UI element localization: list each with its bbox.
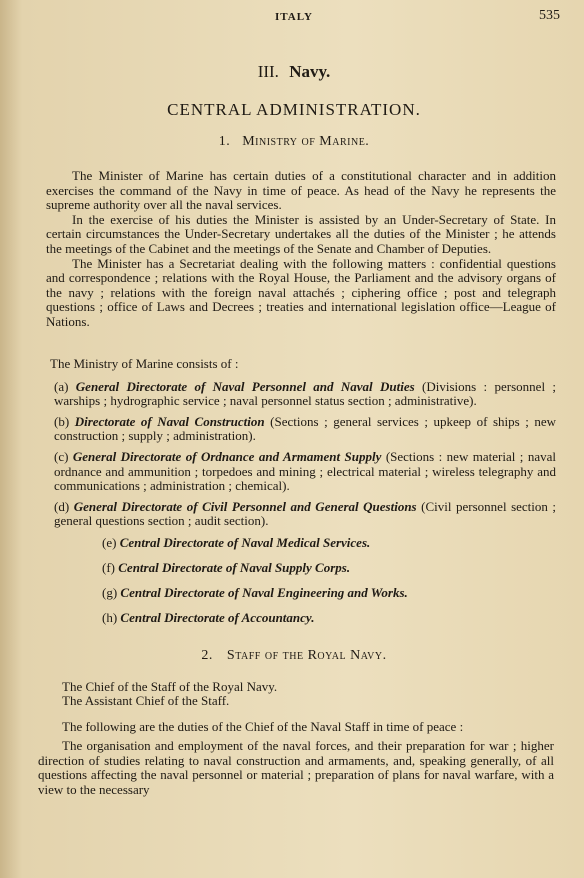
running-title: ITALY xyxy=(274,11,314,23)
ministry-lead: The Ministry of Marine consists of : xyxy=(50,355,239,371)
item-title: Central Directorate of Naval Medical Services. xyxy=(119,534,371,550)
subsection-name: Ministry of Marine. xyxy=(242,134,370,149)
section-title: CENTRAL ADMINISTRATION. xyxy=(167,100,421,119)
subsection-name: Staff of the Royal Navy. xyxy=(226,647,387,663)
item-detail: (Sections ; general services ; upkeep of ships ; new construction ; supply ; administration). xyxy=(54,413,556,444)
item-detail: (Sections : new material ; naval ordnance and ammunition ; torpedoes and mining ; electrical material ; wireless telegraphy and communications ; administration ; chemical). xyxy=(54,448,556,494)
list-item xyxy=(102,535,566,551)
running-head xyxy=(22,8,566,28)
item-label: (f) xyxy=(102,559,115,575)
item-label: (g) xyxy=(102,584,118,600)
page-number: 535 xyxy=(539,8,560,23)
item-detail: (Divisions : personnel ; warships ; hydrographic service ; naval personnel status section ; administrative). xyxy=(54,378,557,409)
item-label: (d) xyxy=(54,498,70,514)
part-numeral: III. xyxy=(257,62,279,81)
duties-intro: The following are the duties of the Chief of the Naval Staff in time of peace : xyxy=(62,719,464,735)
paragraph-minister: The Minister of Marine has certain duties of a constitutional character and in addition exercises the command of the Navy in time of peace. As head of the Navy he represents the supreme authority over all the naval services. xyxy=(46,168,556,213)
item-label: (c) xyxy=(54,448,69,464)
subsection-number: 2. xyxy=(201,647,213,663)
item-title: General Directorate of Naval Personnel and Naval Duties xyxy=(75,378,415,394)
subsection-number: 1. xyxy=(218,134,231,149)
item-label: (a) xyxy=(54,378,69,394)
subsection-title-ministry xyxy=(22,134,566,150)
list-item xyxy=(102,560,566,576)
item-title: General Directorate of Civil Personnel and General Questions xyxy=(73,498,417,514)
paragraph-secretariat: The Minister has a Secretariat dealing with the following matters : confidential questions and correspondence ; relations with the Royal House, the Parliament and the advisory organs of the navy ; relations with the foreign naval attachés ; ciphering office ; post and telegraph questions ; office of Laws and Decrees ; treaties and international legislation office—League of Nations. xyxy=(46,255,556,329)
part-name: Navy. xyxy=(289,62,331,81)
item-title: Central Directorate of Naval Engineering and Works. xyxy=(120,584,408,600)
item-label: (h) xyxy=(102,609,118,625)
list-item xyxy=(54,413,556,444)
ministry-paragraphs xyxy=(22,169,566,330)
item-label: (b) xyxy=(54,413,70,429)
list-item xyxy=(54,378,557,409)
item-title: Directorate of Naval Construction xyxy=(74,413,265,429)
subsection-title-staff xyxy=(22,648,566,664)
duties-text xyxy=(38,739,554,797)
item-title: Central Directorate of Naval Supply Corps. xyxy=(118,559,351,575)
staff-line: The Chief of the Staff of the Royal Navy. xyxy=(62,678,278,694)
list-item xyxy=(102,610,566,626)
list-item xyxy=(102,585,566,601)
list-item xyxy=(54,498,557,529)
part-title xyxy=(22,62,566,82)
item-title: General Directorate of Ordnance and Armament Supply xyxy=(72,448,382,464)
staff-line: The Assistant Chief of the Staff. xyxy=(62,693,230,709)
duties-paragraph: The organisation and employment of the naval forces, and their preparation for war ; higher direction of studies relating to naval construction and armaments, and, speaking generally, of all questions affecting the naval personnel or material ; preparation of plans for naval warfare, with a view to the necessary xyxy=(38,738,554,797)
item-label: (e) xyxy=(102,534,117,550)
paragraph-under-secretary: In the exercise of his duties the Minister is assisted by an Under-Secretary of State. In certain circumstances the Under-Secretary undertakes all the duties of the Minister ; he attends the meetings of the Cabinet and the meetings of the Senate and Chamber of Deputies. xyxy=(46,211,556,256)
item-title: Central Directorate of Accountancy. xyxy=(120,609,315,625)
list-item xyxy=(54,448,556,494)
item-detail: (Civil personnel section ; general questions section ; audit section). xyxy=(54,498,557,529)
